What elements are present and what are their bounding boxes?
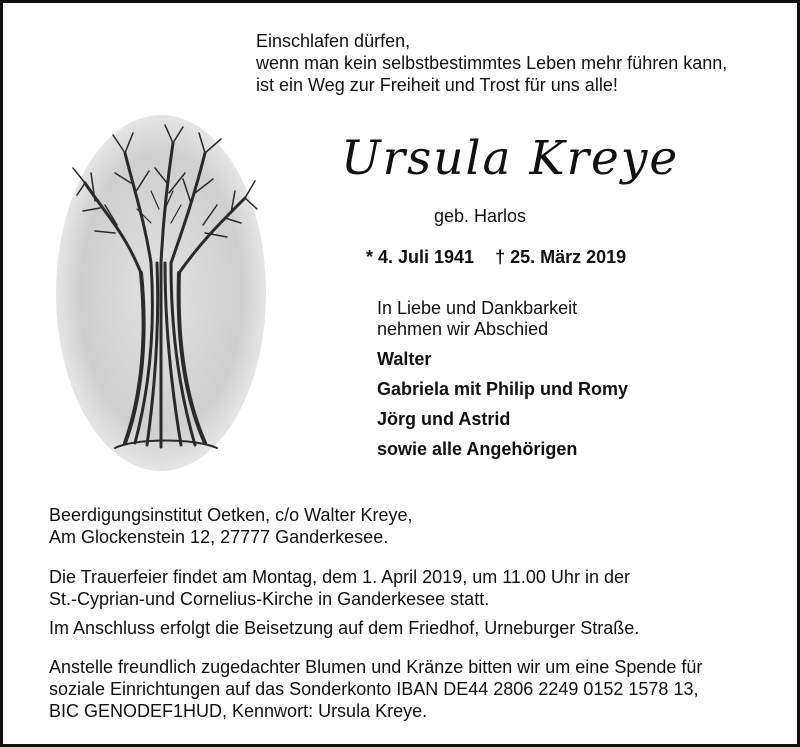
address-line: Am Glockenstein 12, 27777 Ganderkesee. <box>49 527 389 547</box>
deceased-name: Ursula Kreye <box>341 131 680 186</box>
verse-line: Einschlafen dürfen, <box>256 31 411 51</box>
burial-line: Im Anschluss erfolgt die Beisetzung auf dem Friedhof, Urneburger Straße. <box>49 618 640 638</box>
mourners-intro-line: nehmen wir Abschied <box>377 319 549 339</box>
mourner-name: Gabriela mit Philip und Romy <box>377 379 629 399</box>
service-line: St.-Cyprian-und Cornelius-Kirche in Ganderkesee statt. <box>49 589 490 609</box>
birth-name: geb. Harlos <box>434 206 527 226</box>
service-line: Die Trauerfeier findet am Montag, dem 1. April 2019, um 11.00 Uhr in der <box>49 567 630 587</box>
death-date: † 25. März 2019 <box>495 247 627 267</box>
donation-line: Anstelle freundlich zugedachter Blumen und Kränze bitten wir um eine Spende für <box>49 657 703 677</box>
mourner-name: Walter <box>377 349 432 369</box>
burial-info <box>49 617 639 639</box>
donation-line: BIC GENODEF1HUD, Kennwort: Ursula Kreye. <box>49 701 428 721</box>
verse-line: ist ein Weg zur Freiheit und Trost für uns alle! <box>256 75 618 95</box>
life-dates <box>366 247 626 268</box>
mourner-name: sowie alle Angehörigen <box>377 439 578 459</box>
tree-illustration <box>55 113 267 473</box>
donation-info <box>49 656 702 722</box>
tree-oval-image <box>55 113 267 473</box>
donation-line: soziale Einrichtungen auf das Sonderkonto IBAN DE44 2806 2249 0152 1578 13, <box>49 679 699 699</box>
birth-date: * 4. Juli 1941 <box>366 247 475 267</box>
mourners-intro-line: In Liebe und Dankbarkeit <box>377 298 578 318</box>
service-info <box>49 566 630 610</box>
verse <box>256 30 727 96</box>
verse-line: wenn man kein selbstbestimmtes Leben mehr führen kann, <box>256 53 728 73</box>
address-line: Beerdigungsinstitut Oetken, c/o Walter Kreye, <box>49 505 413 525</box>
mourner-name: Jörg und Astrid <box>377 409 511 429</box>
mourners <box>377 298 628 460</box>
funeral-home-address <box>49 504 413 548</box>
